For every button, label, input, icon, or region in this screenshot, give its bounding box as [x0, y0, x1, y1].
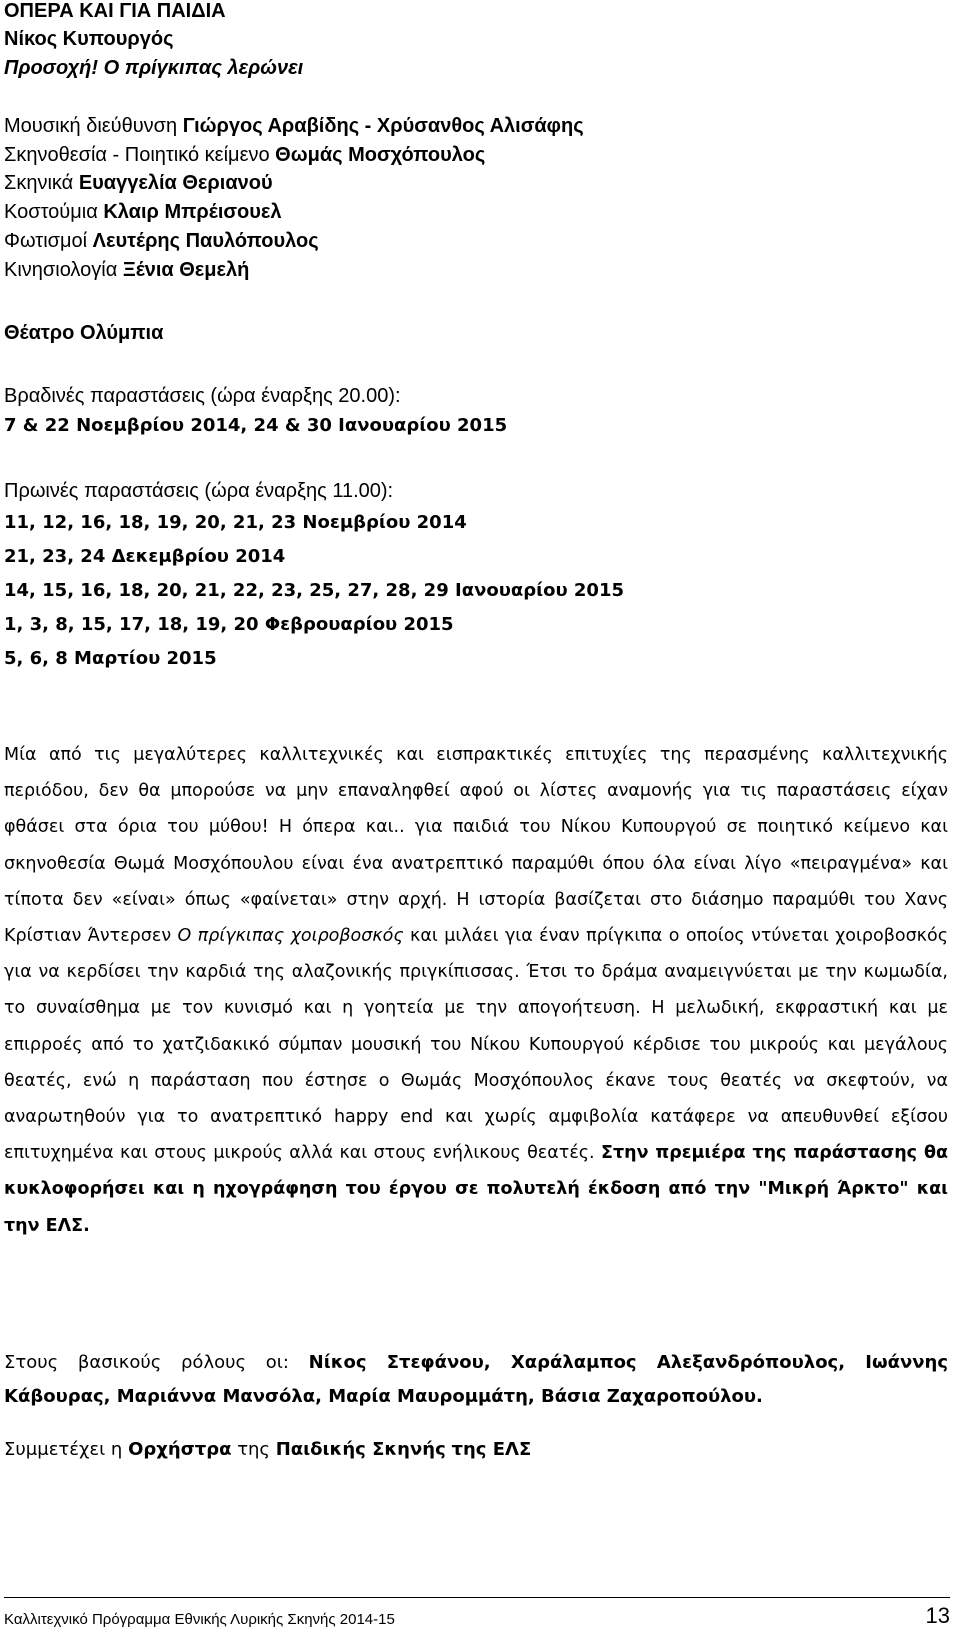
credit-role: Φωτισμοί [4, 230, 88, 252]
credit-line [4, 259, 249, 282]
morning-dates-line: 21, 23, 24 Δεκεμβρίου 2014 [4, 546, 286, 567]
composer-heading: Νίκος Κυπουργός [4, 28, 174, 50]
credit-role: Κινησιολογία [4, 259, 118, 281]
credit-line [4, 172, 273, 195]
children-stage: Παιδικής Σκηνής [275, 1439, 446, 1460]
credit-names: Γιώργος Αραβίδης - Χρύσανθος Αλισάφης [182, 115, 584, 137]
credit-role: Μουσική διεύθυνση [4, 115, 178, 137]
description-paragraph [4, 737, 948, 1244]
credit-line [4, 201, 282, 224]
orchestra-line [4, 1439, 531, 1460]
footer-text: Καλλιτεχνικό Πρόγραμμα Εθνικής Λυρικής Σκηνής 2014-15 [4, 1611, 395, 1628]
evening-label: Βραδινές παραστάσεις (ώρα έναρξης 20.00): [4, 385, 401, 407]
orchestra-prefix: Συμμετέχει η [4, 1439, 123, 1460]
cast-paragraph [4, 1346, 948, 1414]
morning-dates-line: 5, 6, 8 Μαρτίου 2015 [4, 648, 217, 669]
orchestra-middle: της [237, 1439, 270, 1460]
credit-names: Κλαιρ Μπρέισουελ [103, 201, 282, 223]
cast-label: Στους βασικούς ρόλους οι: [4, 1352, 289, 1373]
morning-dates-line: 14, 15, 16, 18, 20, 21, 22, 23, 25, 27, 28, 29 Ιανουαρίου 2015 [4, 580, 624, 601]
release-note: Στην πρεμιέρα της παράστασης θα κυκλοφορήσει και η ηχογράφηση του έργου σε πολυτελή έκδοση από την "Μικρή Άρκτο" και την ΕΛΣ. [4, 1143, 948, 1236]
credit-role: Σκηνοθεσία - Ποιητικό κείμενο [4, 144, 270, 166]
page-number: 13 [925, 1603, 950, 1628]
credit-names: Ευαγγελία Θεριανού [78, 172, 273, 194]
credit-line [4, 115, 584, 138]
description-text: Μία από τις μεγαλύτερες καλλιτεχνικές και εισπρακτικές επιτυχίες της περασμένης καλλιτεχνικής περιόδου, δεν θα μπορούσε να μην επαναληφθεί αφού οι λίστες αναμονής για τις παραστάσεις είχαν φθάσει στα όρια του μύθου! Η όπερα και.. για παιδιά του Νίκου Κυπουργού σε ποιητικό κείμενο και σκηνοθεσία Θωμά Μοσχόπουλου είναι ένα ανατρεπτικό παραμύθι όπου όλα είναι λίγο «πειραγμένα» και τίποτα δεν «είναι» όπως «φαίνεται» στην αρχή. Η ιστορία βασίζεται στο διάσημο παραμύθι του Χανς Κρίστιαν Άντερσεν [4, 745, 948, 947]
credit-names: Λευτέρης Παυλόπουλος [92, 230, 319, 252]
cast-names: Νίκος Στεφάνου, Χαράλαμπος Αλεξανδρόπουλος, Ιωάννης Κάβουρας, Μαριάννα Μανσόλα, Μαρία Μαυρομμάτη, Βάσια Ζαχαροπούλου. [4, 1352, 948, 1407]
morning-dates-line: 11, 12, 16, 18, 19, 20, 21, 23 Νοεμβρίου 2014 [4, 512, 467, 533]
morning-label: Πρωινές παραστάσεις (ώρα έναρξης 11.00): [4, 480, 394, 502]
credit-names: Ξένια Θεμελή [122, 259, 250, 281]
footer-rule [4, 1597, 950, 1598]
evening-dates: 7 & 22 Νοεμβρίου 2014, 24 & 30 Ιανουαρίου 2015 [4, 415, 508, 436]
fairy-tale-title: Ο πρίγκιπας χοιροβοσκός [177, 926, 404, 947]
credit-line [4, 144, 485, 167]
credit-names: Θωμάς Μοσχόπουλος [275, 144, 486, 166]
credit-role: Κοστούμια [4, 201, 98, 223]
orchestra-name: Ορχήστρα [128, 1439, 232, 1460]
credit-role: Σκηνικά [4, 172, 74, 194]
work-title: Προσοχή! Ο πρίγκιπας λερώνει [4, 57, 304, 79]
category-heading: ΟΠΕΡΑ ΚΑΙ ΓΙΑ ΠΑΙΔΙΑ [4, 0, 226, 22]
credit-line [4, 230, 319, 253]
morning-dates-line: 1, 3, 8, 15, 17, 18, 19, 20 Φεβρουαρίου 2015 [4, 614, 454, 635]
venue: Θέατρο Ολύμπια [4, 322, 164, 344]
orchestra-suffix: της ΕΛΣ [451, 1439, 532, 1460]
description-text: και μιλάει για έναν πρίγκιπα ο οποίος ντύνεται χοιροβοσκός για να κερδίσει την καρδιά της αλαζονικής πριγκίπισσας. Έτσι το δράμα αναμειγνύεται με την κωμωδία, το συναίσθημα με τον κυνισμό και η γοητεία με την απογοήτευση. Η μελωδική, εκφραστική και με επιρροές από το χατζιδακικό σύμπαν μουσική του Νίκου Κυπουργού κέρδισε του μικρούς και μεγάλους θεατές, ενώ η παράσταση που έστησε ο Θωμάς Μοσχόπουλος έκανε τους θεατές να σκεφτούν, να αναρωτηθούν για το ανατρεπτικό happy end και χωρίς αμφιβολία κατάφερε να απευθυνθεί εξίσου επιτυχημένα και στους μικρούς αλλά και στους ενήλικους θεατές. [4, 926, 948, 1164]
